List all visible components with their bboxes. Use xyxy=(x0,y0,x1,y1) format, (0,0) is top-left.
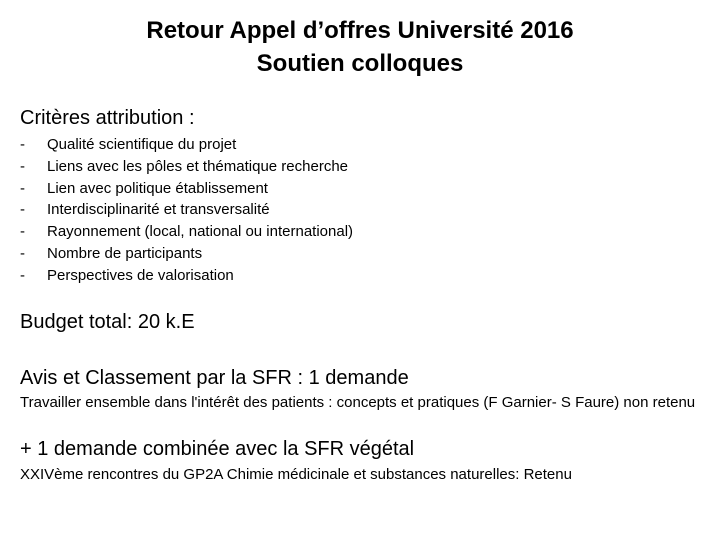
slide-title xyxy=(0,14,720,80)
bullet-dash: - xyxy=(20,223,25,241)
list-item xyxy=(20,134,353,156)
list-item xyxy=(20,199,353,221)
combined-heading: + 1 demande combinée avec la SFR végétal xyxy=(20,438,415,460)
sfr-heading: Avis et Classement par la SFR : 1 demande xyxy=(20,367,409,389)
list-item xyxy=(20,265,353,287)
list-item xyxy=(20,243,353,265)
list-item xyxy=(20,156,353,178)
budget-text: Budget total: 20 k.E xyxy=(20,311,195,333)
list-item xyxy=(20,178,353,200)
criterion-text: Liens avec les pôles et thématique recherche xyxy=(47,157,349,175)
bullet-dash: - xyxy=(20,179,25,197)
combined-detail: XXIVème rencontres du GP2A Chimie médicinale et substances naturelles: Retenu xyxy=(20,466,572,483)
sfr-detail: Travailler ensemble dans l'intérêt des patients : concepts et pratiques (F Garnier- S Faure) non retenu xyxy=(20,394,696,411)
criterion-text: Perspectives de valorisation xyxy=(47,266,234,284)
bullet-dash: - xyxy=(20,201,25,219)
bullet-dash: - xyxy=(20,136,25,153)
criterion-text: Nombre de participants xyxy=(47,244,203,262)
title-line-1: Retour Appel d’offres Université 2016 xyxy=(146,17,574,44)
criterion-text: Qualité scientifique du projet xyxy=(47,136,237,153)
criteria-heading: Critères attribution : xyxy=(20,107,195,129)
criterion-text: Rayonnement (local, national ou international) xyxy=(47,223,354,241)
bullet-dash: - xyxy=(20,157,25,175)
criterion-text: Lien avec politique établissement xyxy=(47,179,268,197)
criterion-text: Interdisciplinarité et transversalité xyxy=(47,201,270,219)
bullet-dash: - xyxy=(20,266,25,284)
bullet-dash: - xyxy=(20,244,25,262)
list-item xyxy=(20,221,353,243)
criteria-list xyxy=(20,134,353,287)
title-line-2: Soutien colloques xyxy=(256,50,464,77)
